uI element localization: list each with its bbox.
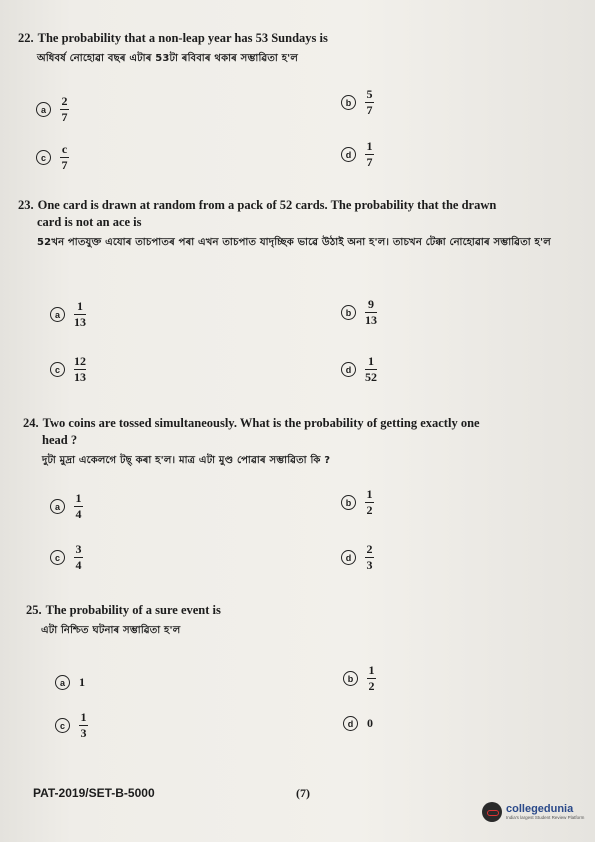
option-label: b	[343, 671, 358, 686]
option-a[interactable]	[36, 95, 69, 124]
fraction: $\frac{1}{2}$	[368, 663, 375, 694]
option-label: a	[50, 307, 65, 322]
question-23	[18, 197, 578, 251]
fraction: $\frac{12}{13}$	[74, 354, 86, 385]
page-number: (7)	[296, 786, 310, 800]
option-b[interactable]	[341, 88, 374, 117]
question-assamese: এটা নিশ্চিত ঘটনাৰ সম্ভাৱিতা হ'ল	[41, 625, 181, 636]
fraction: $\frac{c}{7}$	[61, 142, 68, 173]
option-label: d	[343, 716, 358, 731]
fraction: $\frac{2}{3}$	[366, 542, 373, 573]
option-b[interactable]	[343, 664, 376, 693]
option-label: a	[36, 102, 51, 117]
question-24	[23, 415, 583, 469]
option-label: c	[50, 550, 65, 565]
option-label: c	[50, 362, 65, 377]
option-d[interactable]	[341, 543, 374, 572]
option-a[interactable]	[50, 300, 86, 329]
fraction: $\frac{1}{4}$	[75, 491, 82, 522]
option-c[interactable]	[55, 711, 88, 740]
watermark-tagline: India's largest Student Review Platform	[506, 815, 585, 820]
option-label: d	[341, 550, 356, 565]
fraction: $\frac{3}{4}$	[75, 542, 82, 573]
option-value: 0	[367, 716, 373, 730]
option-c[interactable]	[50, 543, 83, 572]
fraction: $\frac{1}{2}$	[366, 487, 373, 518]
option-b[interactable]	[341, 488, 374, 517]
option-value: 1	[79, 675, 85, 689]
option-label: b	[341, 495, 356, 510]
option-d[interactable]	[343, 716, 373, 731]
question-assamese: অধিবৰ্ষ নোহোৱা বছৰ এটাৰ 53টা ৰবিবাৰ থকাৰ সম্ভাৱিতা হ'ল	[37, 53, 299, 64]
option-label: d	[341, 362, 356, 377]
question-assamese: 52খন পাতযুক্ত এযোৰ তাচপাতৰ পৰা এখন তাচপাত যাদৃচ্ছিক ভাৱে উঠাই অনা হ'ল। তাচখন টেক্কা নোহোৱাৰ সম্ভাৱিতা হ'ল	[37, 237, 551, 248]
option-a[interactable]	[55, 675, 85, 690]
exam-code: PAT-2019/SET-B-5000	[33, 786, 155, 800]
option-label: b	[341, 305, 356, 320]
option-label: a	[50, 499, 65, 514]
question-text: 24. Two coins are tossed simultaneously. What is the probability of getting exactly one	[23, 416, 480, 430]
question-text-cont: head ?	[42, 433, 78, 447]
option-c[interactable]	[50, 355, 86, 384]
fraction: $\frac{1}{3}$	[80, 710, 87, 741]
fraction: $\frac{5}{7}$	[366, 87, 373, 118]
option-label: b	[341, 95, 356, 110]
option-b[interactable]	[341, 298, 377, 327]
fraction: $\frac{9}{13}$	[365, 297, 377, 328]
fraction: $\frac{1}{52}$	[365, 354, 377, 385]
fraction: $\frac{1}{13}$	[74, 299, 86, 330]
question-22	[18, 30, 578, 67]
question-assamese: দুটা মুদ্ৰা একেলগে টছ্ কৰা হ'ল। মাত্ৰ এটা মুণ্ড পোৱাৰ সম্ভাৱিতা কি ?	[42, 455, 331, 466]
option-label: c	[36, 150, 51, 165]
option-label: c	[55, 718, 70, 733]
option-c[interactable]	[36, 143, 69, 172]
question-text: 22. The probability that a non-leap year has 53 Sundays is	[18, 31, 328, 45]
watermark-logo	[482, 802, 584, 822]
fraction: $\frac{1}{7}$	[366, 139, 373, 170]
fraction: $\frac{2}{7}$	[61, 94, 68, 125]
owl-icon	[482, 802, 502, 822]
question-text: 25. The probability of a sure event is	[26, 603, 221, 617]
option-a[interactable]	[50, 492, 83, 521]
option-label: d	[341, 147, 356, 162]
option-d[interactable]	[341, 355, 377, 384]
watermark-name: collegedunia	[506, 803, 574, 815]
question-text: 23. One card is drawn at random from a pack of 52 cards. The probability that the drawn	[18, 198, 497, 212]
question-text-cont: card is not an ace is	[37, 215, 142, 229]
question-25	[26, 602, 586, 639]
option-label: a	[55, 675, 70, 690]
option-d[interactable]	[341, 140, 374, 169]
